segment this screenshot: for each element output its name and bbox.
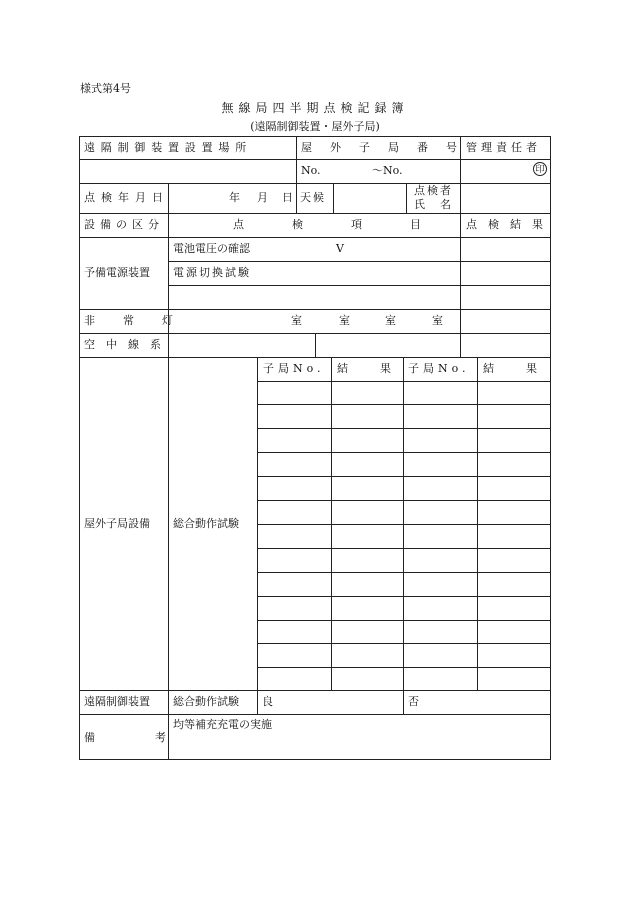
row-line — [257, 548, 551, 549]
col-line — [315, 333, 316, 357]
bad-label: 否 — [408, 695, 419, 708]
sub-no-header-2: 子局No. — [408, 362, 470, 375]
outdoor-test-label: 総合動作試験 — [173, 517, 239, 530]
items-header: 点検項目 — [233, 218, 469, 231]
backup-power-label: 予備電源装置 — [84, 266, 150, 279]
outdoor-equipment-label: 屋外子局設備 — [84, 517, 150, 530]
remote-control-label: 遠隔制御装置 — [84, 695, 150, 708]
col-line — [406, 183, 407, 213]
good-label: 良 — [262, 695, 273, 708]
category-header: 設備の区分 — [84, 218, 164, 231]
row-line — [79, 159, 551, 160]
row-line — [168, 285, 551, 286]
result-header: 点検結果 — [466, 218, 554, 231]
room-label-4: 室 — [432, 314, 443, 327]
install-place-label-text: 遠隔制御装置設置場所 — [84, 141, 252, 154]
inspector-label-1: 点検者 — [414, 184, 453, 197]
col-line — [460, 237, 461, 333]
remarks-text: 均等補充充電の実施 — [173, 718, 272, 731]
row-line — [168, 261, 551, 262]
weather-label: 天候 — [300, 191, 326, 204]
station-number-from: No. — [301, 164, 321, 177]
row-line — [257, 524, 551, 525]
sub-no-header-1: 子局No. — [263, 362, 325, 375]
row-line — [79, 183, 551, 184]
emergency-light-label: 非常灯 — [84, 314, 201, 327]
form-number: 様式第4号 — [80, 82, 131, 95]
row-line — [79, 213, 551, 214]
remote-test-label: 総合動作試験 — [173, 695, 239, 708]
row-line — [257, 381, 551, 382]
col-line — [403, 357, 404, 714]
switch-test-label: 電源切換試験 — [173, 266, 251, 279]
day-label: 日 — [282, 191, 293, 204]
row-line — [257, 572, 551, 573]
inspection-date-label: 点検年月日 — [84, 191, 169, 204]
seal-mark-icon: 印 — [533, 162, 547, 176]
row-line — [79, 357, 551, 358]
battery-check-label: 電池電圧の確認 — [173, 242, 250, 255]
col-line — [477, 357, 478, 690]
station-number-label: 屋外子局番号 — [301, 141, 475, 154]
col-line — [331, 357, 332, 690]
result-header-1: 結果 — [337, 362, 423, 375]
room-label-3: 室 — [385, 314, 396, 327]
station-number-to: ～No. — [372, 164, 403, 177]
row-line — [79, 237, 551, 238]
row-line — [257, 452, 551, 453]
year-label: 年 — [229, 191, 240, 204]
row-line — [257, 667, 551, 668]
row-line — [79, 309, 551, 310]
col-line — [460, 333, 461, 357]
row-line — [79, 690, 551, 691]
row-line — [257, 428, 551, 429]
antenna-label: 空中線系 — [84, 338, 172, 351]
inspector-label-2: 氏 名 — [414, 198, 453, 211]
manager-label: 管理責任者 — [466, 141, 541, 154]
col-line — [333, 183, 334, 213]
row-line — [257, 596, 551, 597]
col-line — [296, 136, 297, 183]
row-line — [257, 404, 551, 405]
col-line — [168, 183, 169, 760]
page-title: 無線局四半期点検記録簿 — [221, 101, 409, 115]
remarks-label: 備考 — [84, 731, 226, 744]
room-label-2: 室 — [339, 314, 350, 327]
row-line — [257, 500, 551, 501]
voltage-unit: V — [336, 242, 344, 255]
room-label-1: 室 — [291, 314, 302, 327]
month-label: 月 — [257, 191, 268, 204]
page-subtitle: (遠隔制御装置・屋外子局) — [250, 120, 380, 133]
row-line — [257, 643, 551, 644]
result-header-2: 結果 — [483, 362, 569, 375]
col-line — [257, 357, 258, 714]
row-line — [257, 620, 551, 621]
install-place-label — [84, 141, 292, 155]
row-line — [79, 714, 551, 715]
row-line — [257, 476, 551, 477]
col-line — [296, 183, 297, 213]
